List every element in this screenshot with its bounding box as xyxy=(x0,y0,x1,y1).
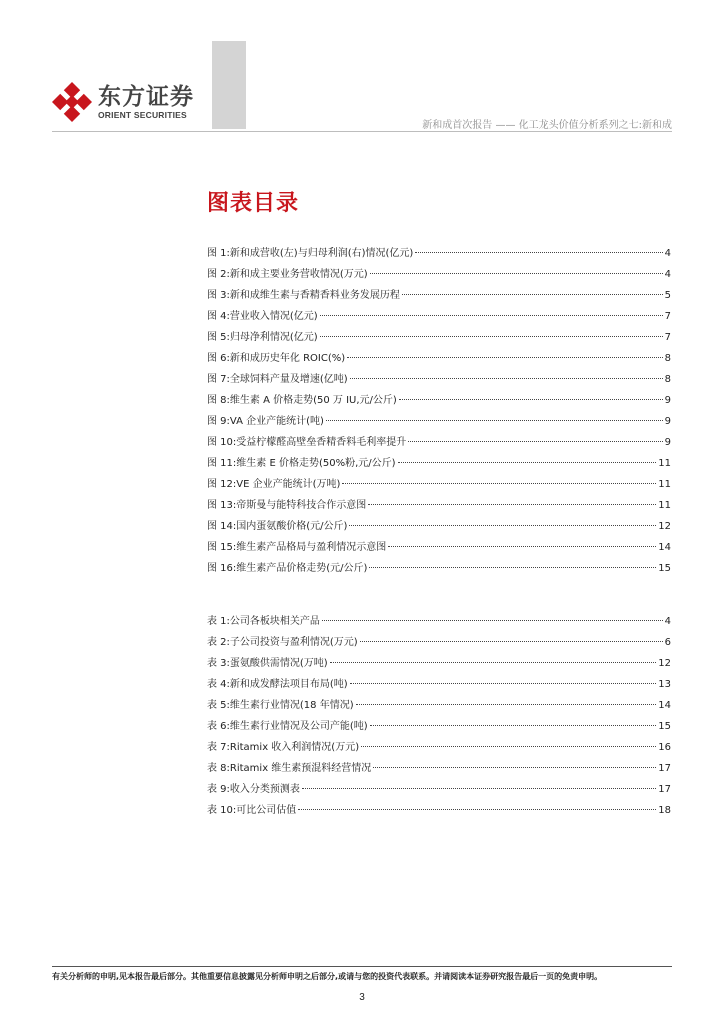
toc-entry-page: 14 xyxy=(658,542,671,553)
figure-toc-entry[interactable] xyxy=(207,454,671,475)
toc-entry-label: 图 7:全球饲料产量及增速(亿吨) xyxy=(207,374,348,385)
dot-leader xyxy=(322,620,663,621)
toc-entry-page: 13 xyxy=(658,679,671,690)
toc-entry-page: 7 xyxy=(664,311,671,322)
toc-entry-label: 表 4:新和成发酵法项目布局(吨) xyxy=(207,679,348,690)
dot-leader xyxy=(360,641,663,642)
figure-toc-entry[interactable] xyxy=(207,307,671,328)
toc-entry-label: 图 16:维生素产品价格走势(元/公斤) xyxy=(207,563,368,574)
toc-entry-page: 18 xyxy=(658,805,671,816)
dot-leader xyxy=(350,378,663,379)
figure-toc-entry[interactable] xyxy=(207,265,671,286)
figure-toc-entry[interactable] xyxy=(207,475,671,496)
toc-entry-label: 图 14:国内蛋氨酸价格(元/公斤) xyxy=(207,521,348,532)
dot-leader xyxy=(350,683,657,684)
dot-leader xyxy=(326,420,663,421)
figure-toc-entry[interactable] xyxy=(207,433,671,454)
dot-leader xyxy=(402,294,663,295)
figure-toc-entry[interactable] xyxy=(207,559,671,580)
figure-list xyxy=(207,244,671,580)
toc-entry-page: 16 xyxy=(658,742,671,753)
toc-entry-page: 9 xyxy=(664,416,671,427)
toc-entry-page: 4 xyxy=(664,269,671,280)
toc-entry-label: 图 1:新和成营收(左)与归母利润(右)情况(亿元) xyxy=(207,248,414,259)
dot-leader xyxy=(369,567,656,568)
toc-entry-label: 图 3:新和成维生素与香精香料业务发展历程 xyxy=(207,290,400,301)
toc-entry-label: 表 7:Ritamix 收入利润情况(万元) xyxy=(207,742,360,753)
report-title: 新和成首次报告 —— 化工龙头价值分析系列之七:新和成 xyxy=(422,120,672,131)
toc-entry-page: 11 xyxy=(658,458,671,469)
table-toc-entry[interactable] xyxy=(207,759,671,780)
table-toc-entry[interactable] xyxy=(207,801,671,822)
table-toc-entry[interactable] xyxy=(207,780,671,801)
table-toc-entry[interactable] xyxy=(207,654,671,675)
dot-leader xyxy=(398,462,657,463)
toc-entry-label: 图 10:受益柠檬醛高壁垒香精香料毛利率提升 xyxy=(207,437,407,448)
dot-leader xyxy=(408,441,662,442)
table-list xyxy=(207,612,671,822)
dot-leader xyxy=(373,767,656,768)
dot-leader xyxy=(356,704,657,705)
toc-entry-label: 图 2:新和成主要业务营收情况(万元) xyxy=(207,269,368,280)
toc-entry-label: 图 12:VE 企业产能统计(万吨) xyxy=(207,479,341,490)
dot-leader xyxy=(320,315,663,316)
toc-entry-page: 17 xyxy=(658,784,671,795)
table-toc-entry[interactable] xyxy=(207,633,671,654)
dot-leader xyxy=(330,662,657,663)
page-number: 3 xyxy=(359,992,365,1003)
figure-toc-entry[interactable] xyxy=(207,391,671,412)
table-toc-entry[interactable] xyxy=(207,696,671,717)
company-logo xyxy=(50,80,194,124)
dot-leader xyxy=(349,525,656,526)
figure-toc-entry[interactable] xyxy=(207,538,671,559)
toc-entry-page: 4 xyxy=(664,616,671,627)
table-toc-entry[interactable] xyxy=(207,717,671,738)
dot-leader xyxy=(370,725,657,726)
toc-entry-label: 表 8:Ritamix 维生素预混料经营情况 xyxy=(207,763,372,774)
toc-entry-page: 12 xyxy=(658,521,671,532)
toc-entry-page: 8 xyxy=(664,353,671,364)
table-toc-entry[interactable] xyxy=(207,612,671,633)
logo-chinese-text: 东方证券 xyxy=(98,83,194,110)
toc-entry-page: 5 xyxy=(664,290,671,301)
toc-entry-page: 6 xyxy=(664,637,671,648)
footer-disclaimer: 有关分析师的申明,见本报告最后部分。其他重要信息披露见分析师申明之后部分,或请与您的投资代表联系。并请阅读本证券研究报告最后一页的免责申明。 xyxy=(52,972,603,981)
table-toc-entry[interactable] xyxy=(207,675,671,696)
toc-title: 图表目录 xyxy=(207,191,300,216)
figure-toc-entry[interactable] xyxy=(207,496,671,517)
toc-entry-label: 表 9:收入分类预测表 xyxy=(207,784,300,795)
dot-leader xyxy=(342,483,656,484)
toc-entry-label: 图 15:维生素产品格局与盈利情况示意图 xyxy=(207,542,387,553)
header-gray-block xyxy=(212,41,246,129)
dot-leader xyxy=(347,357,662,358)
toc-entry-page: 14 xyxy=(658,700,671,711)
footer-divider xyxy=(52,966,672,967)
toc-entry-label: 表 3:蛋氨酸供需情况(万吨) xyxy=(207,658,328,669)
figure-toc-entry[interactable] xyxy=(207,370,671,391)
toc-entry-page: 15 xyxy=(658,721,671,732)
toc-entry-label: 表 1:公司各板块相关产品 xyxy=(207,616,320,627)
table-toc-entry[interactable] xyxy=(207,738,671,759)
dot-leader xyxy=(388,546,656,547)
logo-english-text: ORIENT SECURITIES xyxy=(98,109,187,120)
toc-entry-label: 表 5:维生素行业情况(18 年情况) xyxy=(207,700,354,711)
toc-entry-label: 表 2:子公司投资与盈利情况(万元) xyxy=(207,637,358,648)
toc-entry-label: 图 13:帝斯曼与能特科技合作示意图 xyxy=(207,500,367,511)
dot-leader xyxy=(302,788,656,789)
dot-leader xyxy=(298,809,656,810)
toc-entry-label: 表 6:维生素行业情况及公司产能(吨) xyxy=(207,721,368,732)
toc-entry-page: 12 xyxy=(658,658,671,669)
figure-toc-entry[interactable] xyxy=(207,328,671,349)
figure-toc-entry[interactable] xyxy=(207,286,671,307)
dot-leader xyxy=(361,746,656,747)
toc-entry-label: 图 8:维生素 A 价格走势(50 万 IU,元/公斤) xyxy=(207,395,397,406)
toc-entry-page: 17 xyxy=(658,763,671,774)
toc-entry-page: 11 xyxy=(658,479,671,490)
dot-leader xyxy=(368,504,656,505)
toc-entry-label: 图 4:营业收入情况(亿元) xyxy=(207,311,318,322)
logo-mark-icon xyxy=(50,80,94,124)
toc-entry-label: 图 9:VA 企业产能统计(吨) xyxy=(207,416,324,427)
toc-entry-page: 9 xyxy=(664,437,671,448)
dot-leader xyxy=(399,399,663,400)
dot-leader xyxy=(370,273,663,274)
figure-toc-entry[interactable] xyxy=(207,412,671,433)
toc-entry-page: 4 xyxy=(664,248,671,259)
figure-toc-entry[interactable] xyxy=(207,517,671,538)
figure-toc-entry[interactable] xyxy=(207,349,671,370)
toc-entry-label: 图 5:归母净利情况(亿元) xyxy=(207,332,318,343)
dot-leader xyxy=(320,336,663,337)
toc-entry-page: 9 xyxy=(664,395,671,406)
figure-toc-entry[interactable] xyxy=(207,244,671,265)
toc-entry-page: 7 xyxy=(664,332,671,343)
dot-leader xyxy=(415,252,662,253)
toc-entry-page: 11 xyxy=(658,500,671,511)
toc-entry-label: 图 11:维生素 E 价格走势(50%粉,元/公斤) xyxy=(207,458,396,469)
header-divider xyxy=(52,131,672,132)
toc-entry-label: 表 10:可比公司估值 xyxy=(207,805,297,816)
toc-entry-label: 图 6:新和成历史年化 ROIC(%) xyxy=(207,353,346,364)
toc-entry-page: 8 xyxy=(664,374,671,385)
toc-entry-page: 15 xyxy=(658,563,671,574)
